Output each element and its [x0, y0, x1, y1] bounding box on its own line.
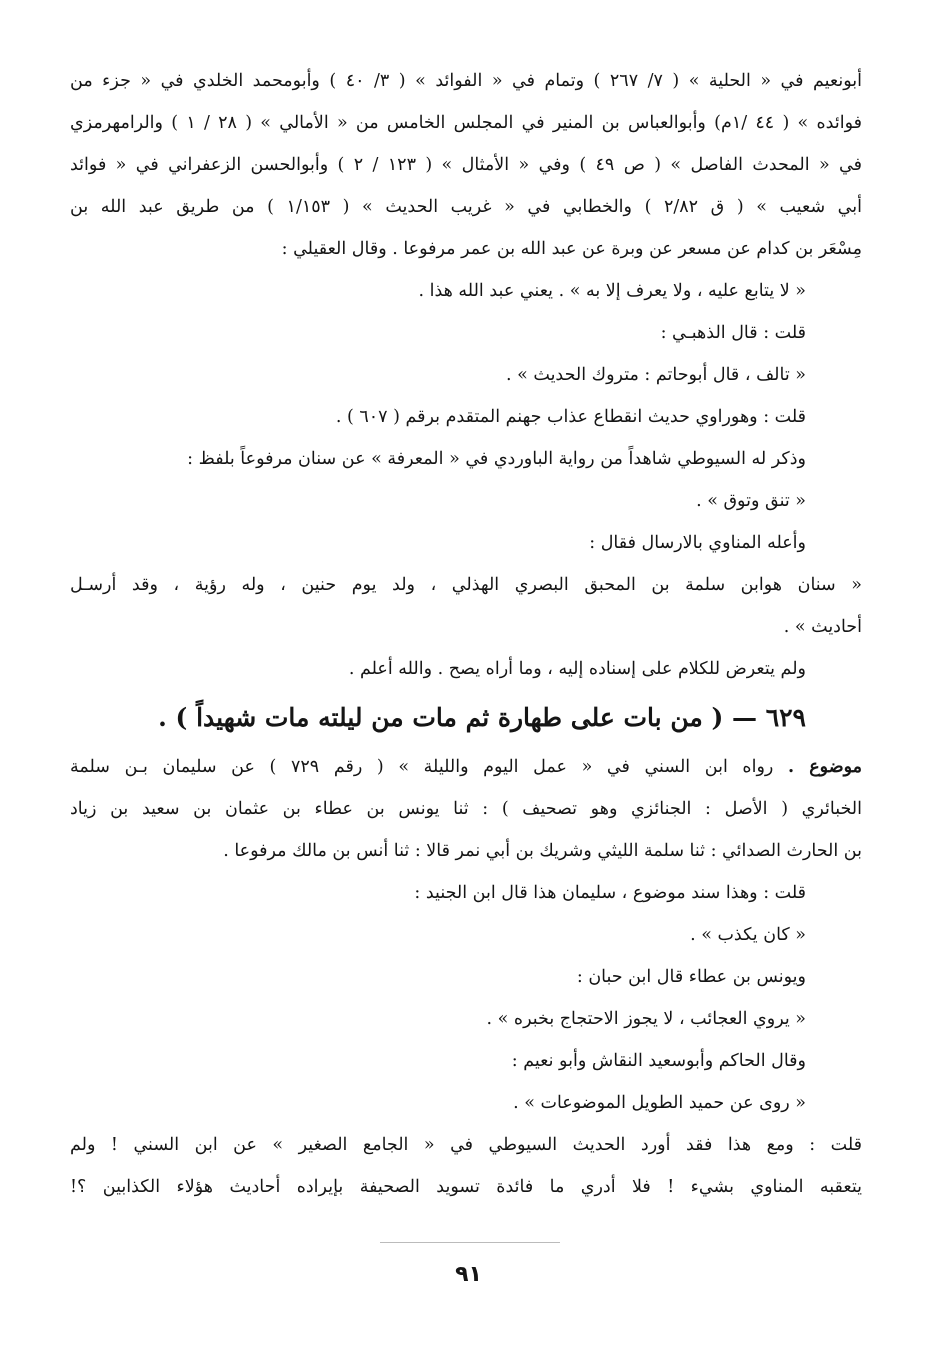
quote-line: « لا يتابع عليه ، ولا يعرف إلا به » . يعني عبد الله هذا .	[418, 281, 806, 301]
grading-label: موضوع .	[787, 757, 862, 777]
text-line: أحاديث » .	[783, 617, 862, 637]
text-line: وأعله المناوي بالارسال فقال :	[589, 533, 806, 553]
text-line: فوائده » ( ٤٤ /١م) وأبوالعباس بن المنير في المجلس الخامس من « الأمالي » ( ٢٨ / ١ ) والرامهرمزي	[70, 113, 862, 133]
text-line: مِسْعَر بن كدام عن مسعر عن وبرة عن عبد الله بن عمر مرفوعا . وقال العقيلي :	[281, 239, 862, 259]
quote-line: « تنق وتوق » .	[696, 491, 806, 511]
quote-line: « سنان هوابن سلمة بن المحبق البصري الهذلي ، ولد يوم حنين ، وله رؤية ، وقد أرسـل	[70, 575, 862, 595]
quote-line: « روى عن حميد الطويل الموضوعات » .	[513, 1093, 806, 1113]
text-line: قلت : وهذا سند موضوع ، سليمان هذا قال ابن الجنيد :	[414, 883, 806, 903]
quote-line: « كان يكذب » .	[690, 925, 806, 945]
text-line	[70, 746, 862, 788]
text-line: الخبائري ( الأصل : الجنائزي وهو تصحيف ) : ثنا يونس بن عطاء بن عثمان بن سعيد بن زياد	[70, 799, 862, 819]
text-line: قلت : ومع هذا فقد أورد الحديث السيوطي في « الجامع الصغير » عن ابن السني ! ولم	[70, 1135, 862, 1155]
quote-line: « يروي العجائب ، لا يجوز الاحتجاج بخبره » .	[486, 1009, 806, 1029]
footer-divider	[380, 1242, 560, 1243]
text-line: قلت : وهوراوي حديث انقطاع عذاب جهنم المتقدم برقم ( ٦٠٧ ) .	[335, 407, 806, 427]
text-span: رواه ابن السني في « عمل اليوم والليلة » ( رقم ٧٢٩ ) عن سليمان بـن سلمة	[70, 757, 774, 777]
text-line: في « المحدث الفاصل » ( ص ٤٩ ) وفي « الأمثال » ( ١٢٣ / ٢ ) وأبوالحسن الزعفراني في « فوائد	[70, 155, 862, 175]
text-line: أبي شعيب » ( ق ٢/٨٢ ) والخطابي في « غريب الحديث » ( ١/١٥٣ ) من طريق عبد الله بن	[70, 197, 862, 217]
text-line: وقال الحاكم وأبوسعيد النقاش وأبو نعيم :	[511, 1051, 806, 1071]
page-number: ٩١	[455, 1262, 482, 1287]
text-line: قلت : قال الذهبـي :	[660, 323, 806, 343]
text-line: بن الحارث الصدائي : ثنا سلمة الليثي وشريك بن أبي نمر قالا : ثنا أنس بن مالك مرفوعا .	[223, 841, 862, 861]
hadith-heading: ٦٢٩ — ( من بات على طهارة ثم مات من ليلته مات شهيداً ) .	[158, 703, 806, 732]
text-line: أبونعيم في « الحلية » ( ٧/ ٢٦٧ ) وتمام في « الفوائد » ( ٣/ ٤٠ ) وأبومحمد الخلدي في « جزء من	[70, 71, 862, 91]
text-line: وذكر له السيوطي شاهداً من رواية الباوردي في « المعرفة » عن سنان مرفوعاً بلفظ :	[187, 449, 806, 469]
quote-line: « تالف ، قال أبوحاتم : متروك الحديث » .	[505, 365, 806, 385]
text-line: ولم يتعرض للكلام على إسناده إليه ، وما أراه يصح . والله أعلم .	[348, 659, 806, 679]
page-text	[70, 60, 862, 1208]
text-line: ويونس بن عطاء قال ابن حبان :	[576, 967, 806, 987]
text-line: يتعقبه المناوي بشيء ! فلا أدري ما فائدة تسويد الصحيفة بإيراده أحاديث هؤلاء الكذابين ؟!	[70, 1177, 862, 1197]
